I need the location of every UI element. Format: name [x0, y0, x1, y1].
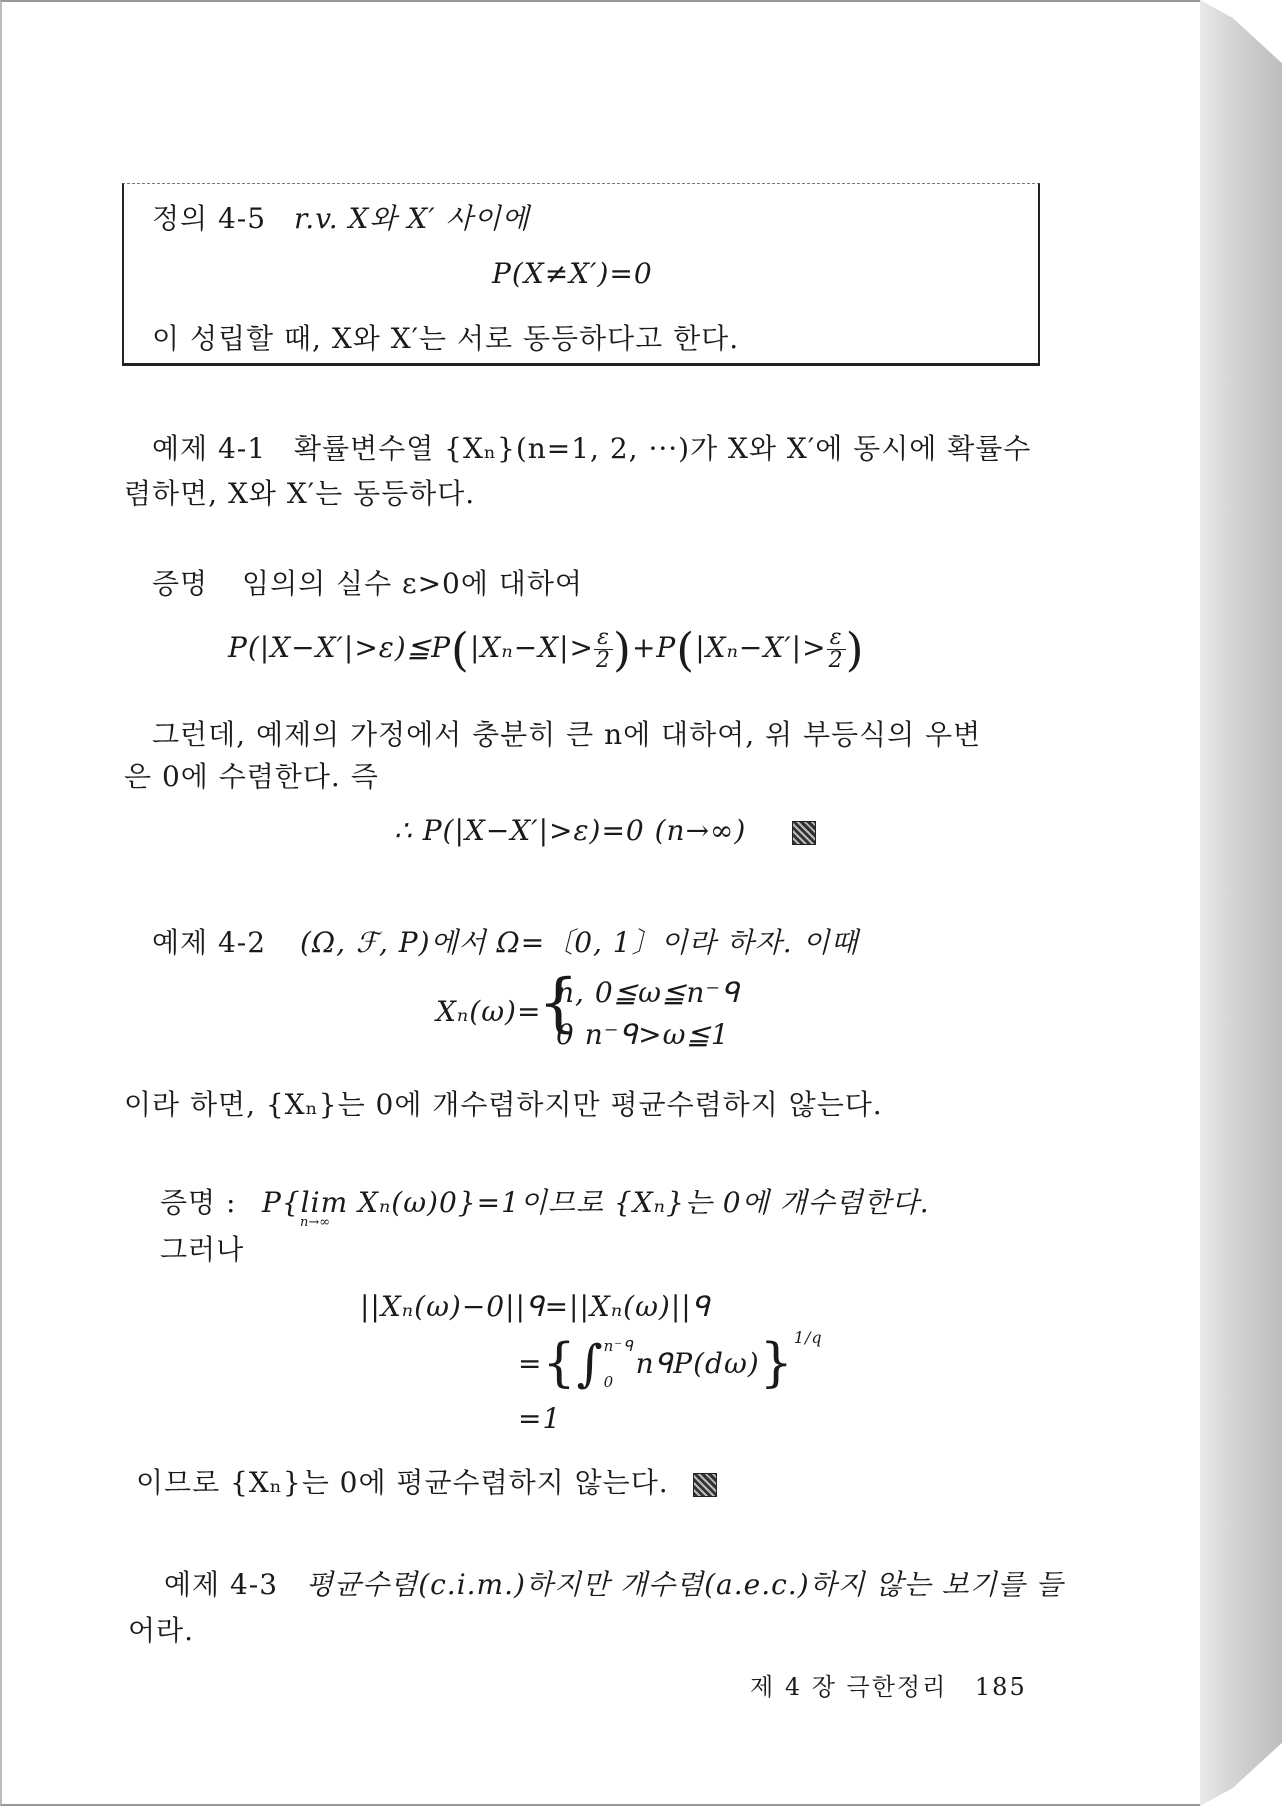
- proof1-frac1: $\frac{\varepsilon}{2}$: [596, 625, 611, 673]
- example1-label: 예제 4-1: [152, 432, 267, 465]
- proof1-conclusion-line: [394, 814, 816, 847]
- example3-label: 예제 4-3: [164, 1568, 279, 1601]
- example1-text1: 확률변수열 {Xₙ}(n=1, 2, ···)가 X와 X′에 동시에 확률수: [294, 432, 1032, 465]
- example2-case1: n, 0≦ω≦n⁻ᑫ: [556, 976, 740, 1009]
- definition-line3: 이 성립할 때, X와 X′는 서로 동등하다고 한다.: [152, 322, 740, 355]
- proof1-line1: [152, 562, 583, 602]
- proof1-frac2: $\frac{\varepsilon}{2}$: [828, 625, 844, 673]
- footer-chapter: 제 4 장 극한정리: [750, 1673, 948, 1701]
- proof2-line1: P{lim Xₙ(ω)0}=1이므로 {Xₙ}는 0에 개수렴한다.: [262, 1186, 930, 1219]
- proof1-formula-term1: |Xₙ−X|>: [469, 631, 594, 664]
- example3-text1: 평균수렴(c.i.m.)하지만 개수렴(a.e.c.)하지 않는 보기를 들: [306, 1568, 1064, 1601]
- proof1-formula: P(|X−X′|>ε)≦P(|Xₙ−X|> $\frac{\varepsilon}{2}$ )+P(|Xₙ−X′|> $\frac{\varepsilon}{2}$ ): [228, 622, 865, 677]
- integral-exponent: 1/q: [793, 1328, 823, 1347]
- proof1-formula-plus: +P: [631, 631, 677, 664]
- integral-sign: ∫: [576, 1334, 604, 1393]
- proof1-text2: 은 0에 수렴한다. 즉: [124, 760, 379, 793]
- proof1-formula-left: P(|X−X′|>ε)≦P: [228, 631, 452, 664]
- qed-icon-2: [693, 1473, 717, 1497]
- example3-text2: 어라.: [128, 1614, 194, 1647]
- footer: [750, 1667, 1027, 1702]
- proof1-intro: 임의의 실수 ε>0에 대하여: [242, 567, 583, 600]
- definition-label: 정의 4-5: [152, 202, 267, 235]
- proof2-label: 증명 :: [160, 1186, 237, 1219]
- cases-brace: {: [538, 966, 579, 1040]
- example2-lhs: Xₙ(ω)=: [436, 995, 542, 1028]
- proof2-eq3: =1: [518, 1402, 562, 1435]
- integral-body: nᑫP(dω): [635, 1347, 760, 1380]
- definition-formula: P(X≠X′)=0: [492, 257, 653, 290]
- definition-line1: [152, 197, 530, 237]
- proof1-conclusion: ∴ P(|X−X′|>ε)=0 (n→∞): [394, 814, 747, 847]
- definition-text: r.v. X와 X′ 사이에: [294, 202, 530, 235]
- example2-text: (Ω, ℱ, P)에서 Ω=〔0, 1〕이라 하자. 이때: [300, 926, 859, 959]
- example2-case2: 0 n⁻ᑫ>ω≦1: [556, 1018, 730, 1051]
- example2-line1: [152, 921, 859, 961]
- proof2-conclusion: 이므로 {Xₙ}는 0에 평균수렴하지 않는다.: [136, 1466, 669, 1499]
- example1-text2: 렴하면, X와 X′는 동등하다.: [124, 477, 476, 510]
- proof2-line2: 그러나: [160, 1233, 245, 1266]
- proof1-label: 증명: [152, 567, 209, 600]
- example3-line1: [164, 1563, 1064, 1603]
- integral-upper: n⁻ᑫ: [603, 1336, 634, 1355]
- proof2-conclusion-line: [136, 1461, 717, 1501]
- proof2-eq2: ={∫ n⁻ᑫ 0 nᑫP(dω)}$^{1/q}$: [518, 1328, 823, 1394]
- proof2-lim-sub: n→∞: [300, 1215, 331, 1230]
- page-edge-shadow: [1200, 0, 1282, 1806]
- proof1-formula-term2: |Xₙ−X′|>: [695, 631, 827, 664]
- proof2-eq1: ||Xₙ(ω)−0||ᑫ=||Xₙ(ω)||ᑫ: [360, 1290, 711, 1323]
- page-number: 185: [974, 1673, 1027, 1701]
- example2-label: 예제 4-2: [152, 926, 267, 959]
- qed-icon: [792, 821, 816, 845]
- example1-line1: [152, 427, 1031, 467]
- proof1-text1: 그런데, 예제의 가정에서 충분히 큰 n에 대하여, 위 부등식의 우변: [152, 718, 982, 751]
- integral-lower: 0: [603, 1372, 615, 1391]
- example2-after: 이라 하면, {Xₙ}는 0에 개수렴하지만 평균수렴하지 않는다.: [124, 1088, 883, 1121]
